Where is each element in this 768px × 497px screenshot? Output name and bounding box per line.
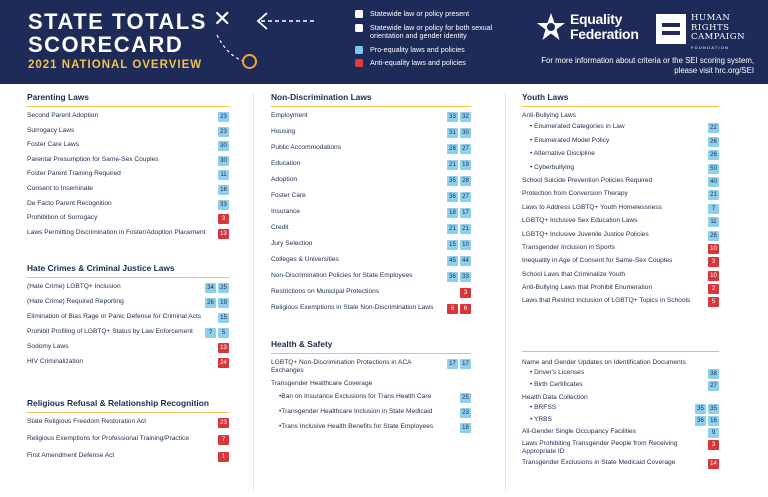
pro-equality-count-badge: 45	[447, 256, 458, 266]
badge-group	[708, 231, 719, 241]
list-item	[271, 304, 471, 314]
list-item	[271, 176, 471, 186]
list-item	[522, 112, 719, 120]
anti-equality-count-badge: 6	[447, 304, 458, 314]
badge-group	[708, 271, 719, 281]
list-item	[27, 343, 229, 353]
badge-group	[708, 150, 719, 160]
item-label: Inequality in Age of Consent for Same-Sex Couples	[522, 257, 673, 265]
badge-group	[708, 190, 719, 200]
list-item	[271, 112, 471, 122]
red-swatch-icon	[355, 59, 363, 67]
pro-equality-count-badge: 23	[460, 408, 471, 418]
item-label: Surrogacy Laws	[27, 126, 75, 134]
item-label: Adoption	[271, 176, 298, 183]
item-label: Transgender Healthcare Coverage	[271, 380, 373, 387]
legend-text: Pro-equality laws and policies	[370, 44, 465, 54]
list-item	[522, 394, 719, 402]
legend-item	[355, 10, 525, 19]
badge-group	[205, 328, 229, 338]
item-label: Consent to Inseminate	[27, 184, 93, 192]
identification-section	[522, 351, 719, 471]
list-item	[271, 144, 471, 154]
item-label: Second Parent Adoption	[27, 112, 99, 119]
badge-group	[460, 393, 471, 403]
pro-equality-count-badge: 17	[460, 208, 471, 218]
pro-equality-count-badge: 27	[460, 144, 471, 154]
list-item	[271, 423, 471, 433]
anti-equality-count-badge: 23	[218, 418, 229, 428]
badge-group	[218, 418, 229, 428]
badge-group	[218, 112, 229, 122]
badge-group	[447, 359, 471, 369]
list-item	[271, 380, 471, 388]
pro-equality-count-badge: 32	[460, 112, 471, 122]
pro-equality-count-badge: 10	[460, 240, 471, 250]
badge-group	[708, 204, 719, 214]
item-label: Elimination of Bias Rage or Panic Defense for Criminal Acts	[27, 313, 202, 320]
list-item	[271, 224, 471, 234]
list-item	[522, 404, 719, 414]
pro-equality-count-badge: 26	[708, 231, 719, 241]
pro-equality-count-badge: 11	[708, 217, 719, 227]
badge-group	[708, 297, 719, 307]
badge-group	[447, 240, 471, 250]
list-item	[271, 128, 471, 138]
pro-equality-count-badge: 19	[218, 298, 229, 308]
item-label: Prohibition of Surrogacy	[27, 214, 98, 222]
list-item	[522, 428, 719, 438]
pro-equality-count-badge: 17	[460, 359, 471, 369]
list-item	[522, 271, 719, 281]
column-divider	[253, 92, 254, 490]
pro-equality-count-badge: 35	[708, 404, 719, 414]
list-item	[271, 393, 471, 403]
list-item	[271, 288, 471, 298]
pro-equality-count-badge: 18	[460, 423, 471, 433]
list-item	[27, 328, 229, 338]
pro-equality-count-badge: 21	[460, 224, 471, 234]
pro-equality-count-badge: 28	[460, 176, 471, 186]
header-banner	[0, 0, 768, 84]
section-title: Youth Laws	[522, 92, 719, 107]
item-label: Insurance	[271, 208, 300, 215]
item-label: LGBTQ+ Non-Discrimination Protections in ACA Exchanges	[271, 359, 412, 374]
item-label: LGBTQ+ Inclusive Sex Education Laws	[522, 217, 638, 225]
list-item	[522, 459, 719, 469]
pro-equality-count-badge: 15	[447, 240, 458, 250]
title-line2: SCORECARD	[28, 32, 184, 57]
badge-group	[708, 137, 719, 147]
list-item	[27, 283, 229, 293]
badge-group	[218, 214, 229, 224]
item-label: Anti-Bullying Laws that Prohibit Enumeration	[522, 284, 653, 292]
list-item	[27, 452, 229, 462]
item-label: •Trans Inclusive Health Benefits for State Employees	[279, 423, 434, 430]
pro-equality-count-badge: 40	[708, 177, 719, 187]
list-item	[27, 127, 229, 137]
badge-group	[218, 170, 229, 180]
badge-group	[708, 217, 719, 227]
item-label: Public Accommodations	[271, 144, 342, 151]
badge-group	[447, 256, 471, 266]
list-item	[27, 214, 229, 224]
section-title: Health & Safety	[271, 339, 471, 354]
item-label: Transgender Inclusion in Sports	[522, 243, 615, 251]
list-item	[522, 123, 719, 133]
pro-equality-count-badge: 34	[205, 283, 216, 293]
pro-equality-count-badge: 33	[218, 200, 229, 210]
title-line1: STATE TOTALS	[28, 9, 207, 34]
circle-icon	[242, 54, 257, 69]
badge-group	[447, 144, 471, 154]
list-item	[27, 298, 229, 308]
item-label: Religious Exemptions in State Non-Discrimination Laws	[271, 304, 434, 311]
list-item	[522, 190, 719, 200]
health-section	[271, 339, 471, 438]
item-label: Non-Discrimination Policies for State Employees	[271, 272, 413, 279]
anti-equality-count-badge: 13	[218, 343, 229, 353]
item-label: • Enumerated Categories in Law	[530, 123, 625, 131]
list-item	[271, 208, 471, 218]
ef-logo-line2: Federation	[570, 26, 639, 42]
legend-text: Statewide law or policy present	[370, 9, 470, 18]
list-item	[522, 416, 719, 426]
pro-equality-count-badge: 30	[218, 141, 229, 151]
pro-equality-count-badge: 44	[460, 256, 471, 266]
pro-equality-count-badge: 16	[218, 185, 229, 195]
anti-equality-count-badge: 3	[708, 440, 719, 450]
legend-text: Statewide law or policy for both sexual orientation and gender identity	[370, 22, 493, 40]
anti-equality-count-badge: 7	[218, 435, 229, 445]
list-item	[271, 408, 471, 418]
list-item	[27, 112, 229, 122]
badge-group	[447, 160, 471, 170]
item-label: Anti-Bullying Laws	[522, 112, 576, 119]
religious-section	[27, 398, 229, 469]
badge-group	[708, 257, 719, 267]
list-item	[522, 164, 719, 174]
pro-equality-count-badge: 11	[218, 170, 229, 180]
anti-equality-count-badge: 2	[708, 284, 719, 294]
item-label: Laws that Restrict Inclusion of LGBTQ+ Topics in Schools	[522, 297, 691, 305]
list-item	[522, 137, 719, 147]
item-label: • Cyberbullying	[530, 163, 575, 171]
list-item	[522, 369, 719, 379]
item-label: Sodomy Laws	[27, 343, 69, 350]
list-item	[271, 359, 471, 375]
pro-equality-count-badge: 35	[695, 404, 706, 414]
pro-equality-count-badge: 35	[447, 176, 458, 186]
list-item	[271, 160, 471, 170]
pro-equality-count-badge: 30	[218, 156, 229, 166]
list-item	[522, 150, 719, 160]
pro-equality-count-badge: 25	[218, 283, 229, 293]
list-item	[522, 177, 719, 187]
column-divider	[505, 92, 506, 490]
anti-equality-count-badge: 3	[218, 214, 229, 224]
badge-group	[460, 408, 471, 418]
anti-equality-count-badge: 14	[708, 459, 719, 469]
badge-group	[708, 459, 719, 469]
badge-group	[205, 298, 229, 308]
badge-group	[460, 423, 471, 433]
item-label: • BRFSS	[530, 403, 557, 411]
item-label: First Amendment Defense Act	[27, 452, 115, 459]
badge-group	[695, 416, 719, 426]
badge-group	[447, 112, 471, 122]
badge-group	[447, 272, 471, 282]
item-label: Foster Care Laws	[27, 141, 80, 149]
star-icon	[536, 12, 566, 42]
list-item	[27, 358, 229, 368]
item-label: • Alternative Discipline	[530, 150, 595, 158]
legend-text: Anti-equality laws and policies	[370, 58, 466, 67]
anti-equality-count-badge: 3	[460, 288, 471, 298]
badge-group	[708, 369, 719, 379]
badge-group	[447, 304, 471, 314]
badge-group	[218, 156, 229, 166]
list-item	[27, 435, 229, 445]
list-item	[271, 192, 471, 202]
badge-group	[708, 428, 719, 438]
item-label: Restrictions on Municipal Protections	[271, 288, 380, 295]
item-label: Housing	[271, 128, 296, 135]
info-text: For more information about criteria or the SEI scoring system, please visit hrc.org/SEI	[541, 56, 754, 75]
subtitle: 2021 NATIONAL OVERVIEW	[28, 59, 203, 71]
dashed-curve-icon	[215, 33, 245, 63]
badge-group	[708, 440, 719, 450]
badge-group	[218, 358, 229, 368]
white-swatch-icon	[355, 10, 363, 18]
badge-group	[218, 229, 229, 239]
item-label: Colleges & Universities	[271, 256, 339, 263]
pro-equality-count-badge: 27	[708, 381, 719, 391]
item-label: Religious Exemptions for Professional Training/Practice	[27, 435, 189, 442]
pro-equality-count-badge: 50	[708, 164, 719, 174]
list-item	[27, 200, 229, 210]
pro-equality-count-badge: 27	[460, 192, 471, 202]
hate-crimes-section	[27, 263, 229, 373]
badge-group	[708, 177, 719, 187]
section-title: Non-Discrimination Laws	[271, 92, 471, 107]
pro-equality-count-badge: 31	[447, 128, 458, 138]
item-label: LGBTQ+ Inclusive Juvenile Justice Policies	[522, 230, 649, 238]
item-label: Parental Presumption for Same-Sex Couples	[27, 155, 159, 163]
item-label: • Driver's Licenses	[530, 369, 585, 377]
item-label: Credit	[271, 224, 289, 231]
list-item	[522, 297, 719, 307]
item-label: Laws Prohibiting Transgender People from Receiving Appropriate ID	[522, 440, 678, 456]
pro-equality-count-badge: 26	[708, 137, 719, 147]
equal-sign-icon	[656, 14, 686, 44]
section-title: Religious Refusal & Relationship Recognition	[27, 398, 229, 413]
pro-equality-count-badge: 26	[205, 298, 216, 308]
badge-group	[460, 288, 471, 298]
anti-equality-count-badge: 5	[708, 297, 719, 307]
pro-equality-count-badge: 28	[447, 144, 458, 154]
pro-equality-count-badge: 26	[708, 150, 719, 160]
item-label: Jury Selection	[271, 240, 313, 247]
list-item	[27, 156, 229, 166]
section-title: Hate Crimes & Criminal Justice Laws	[27, 263, 229, 278]
pro-equality-count-badge: 21	[708, 190, 719, 200]
pro-equality-count-badge: 36	[447, 272, 458, 282]
item-label: De Facto Parent Recognition	[27, 199, 112, 207]
badge-group	[218, 452, 229, 462]
pro-equality-count-badge: 22	[708, 123, 719, 133]
blue-swatch-icon	[355, 46, 363, 54]
list-item	[522, 204, 719, 214]
badge-group	[708, 284, 719, 294]
youth-section	[522, 92, 719, 311]
badge-group	[218, 185, 229, 195]
hrc-line1: HUMAN	[691, 13, 731, 23]
badge-group	[708, 123, 719, 133]
item-label: (Hate Crime) LGBTQ+ Inclusion	[27, 283, 121, 290]
non-discrimination-section	[271, 92, 471, 320]
item-label: • YRBS	[530, 415, 552, 423]
pro-equality-count-badge: 36	[447, 192, 458, 202]
item-label: Protection from Conversion Therapy	[522, 190, 628, 198]
anti-equality-count-badge: 1	[218, 452, 229, 462]
list-item	[27, 229, 229, 239]
pro-equality-count-badge: 7	[205, 328, 216, 338]
item-label: State Religious Freedom Restoration Act	[27, 418, 147, 425]
list-item	[522, 217, 719, 227]
item-label: Laws Permitting Discrimination in Foster/Adoption Placement	[27, 228, 206, 236]
list-item	[522, 381, 719, 391]
item-label: School Laws that Criminalize Youth	[522, 270, 625, 278]
anti-equality-count-badge: 13	[218, 229, 229, 239]
list-item	[27, 313, 229, 323]
pro-equality-count-badge: 16	[708, 416, 719, 426]
pro-equality-count-badge: 38	[708, 369, 719, 379]
legend-item	[355, 59, 525, 68]
hrc-line2: RIGHTS	[691, 22, 730, 33]
item-label: Transgender Exclusions in State Medicaid Coverage	[522, 458, 676, 466]
badge-group	[695, 404, 719, 414]
item-label: All-Gender Single Occupancy Facilities	[522, 428, 636, 436]
pro-equality-count-badge: 21	[447, 160, 458, 170]
item-label: School Suicide Prevention Policies Required	[522, 176, 653, 184]
badge-group	[218, 343, 229, 353]
item-label: • Enumerated Model Policy	[530, 136, 610, 144]
badge-group	[218, 313, 229, 323]
list-item	[271, 256, 471, 266]
pro-equality-count-badge: 21	[447, 224, 458, 234]
hrc-logo	[656, 14, 745, 52]
badge-group	[205, 283, 229, 293]
pro-equality-count-badge: 15	[218, 313, 229, 323]
hrc-line3: CAMPAIGN	[691, 32, 746, 42]
equality-federation-logo	[536, 12, 639, 42]
list-item	[522, 231, 719, 241]
item-label: Employment	[271, 112, 308, 119]
badge-group	[218, 127, 229, 137]
item-label: • Birth Certificates	[530, 381, 583, 389]
legend	[355, 10, 525, 73]
parenting-section	[27, 92, 229, 243]
pro-equality-count-badge: 33	[447, 112, 458, 122]
list-item	[27, 141, 229, 151]
pro-equality-count-badge: 5	[218, 328, 229, 338]
list-item	[522, 244, 719, 254]
badge-group	[218, 435, 229, 445]
item-label: Prohibit Profiling of LGBTQ+ Status by Law Enforcement	[27, 328, 193, 335]
badge-group	[708, 244, 719, 254]
pro-equality-count-badge: 25	[460, 393, 471, 403]
anti-equality-count-badge: 24	[218, 358, 229, 368]
list-item	[522, 257, 719, 267]
list-item	[27, 170, 229, 180]
pro-equality-count-badge: 30	[460, 128, 471, 138]
item-label: Foster Parent Training Required	[27, 170, 121, 178]
item-label: (Hate Crime) Required Reporting	[27, 298, 124, 305]
list-item	[271, 240, 471, 250]
badge-group	[447, 192, 471, 202]
badge-group	[447, 176, 471, 186]
pro-equality-count-badge: 9	[708, 428, 719, 438]
pro-equality-count-badge: 33	[460, 272, 471, 282]
section-title: Parenting Laws	[27, 92, 229, 107]
pro-equality-count-badge: 19	[460, 160, 471, 170]
badge-group	[447, 128, 471, 138]
item-label: Name and Gender Updates on Identification Documents	[522, 359, 686, 366]
pro-equality-count-badge: 23	[218, 112, 229, 122]
hrc-sub: FOUNDATION	[691, 44, 730, 50]
anti-equality-count-badge: 10	[708, 244, 719, 254]
white-swatch-icon	[355, 24, 363, 32]
anti-equality-count-badge: 3	[708, 257, 719, 267]
badge-group	[447, 224, 471, 234]
x-mark-icon: ✕	[213, 6, 232, 31]
item-label: •Ban on Insurance Exclusions for Trans Health Care	[279, 393, 432, 400]
item-label: Foster Care	[271, 192, 306, 199]
anti-equality-count-badge: 6	[460, 304, 471, 314]
badge-group	[447, 208, 471, 218]
list-item	[271, 272, 471, 282]
pro-equality-count-badge: 23	[218, 127, 229, 137]
pro-equality-count-badge: 7	[708, 204, 719, 214]
ef-logo-line1: Equality	[570, 11, 623, 27]
list-item	[522, 359, 719, 367]
pro-equality-count-badge: 18	[447, 208, 458, 218]
item-label: HIV Criminalization	[27, 358, 84, 365]
item-label: •Transgender Healthcare Inclusion in State Medicaid	[279, 408, 433, 415]
list-item	[27, 185, 229, 195]
pro-equality-count-badge: 17	[447, 359, 458, 369]
badge-group	[218, 141, 229, 151]
item-label: Laws to Address LGBTQ+ Youth Homelessness	[522, 203, 662, 211]
badge-group	[708, 381, 719, 391]
item-label: Health Data Collection	[522, 393, 588, 401]
anti-equality-count-badge: 10	[708, 271, 719, 281]
list-item	[27, 418, 229, 428]
arrow-left-icon	[255, 10, 317, 32]
pro-equality-count-badge: 36	[695, 416, 706, 426]
badge-group	[218, 200, 229, 210]
list-item	[522, 440, 719, 456]
list-item	[522, 284, 719, 294]
item-label: Education	[271, 160, 301, 167]
legend-item	[355, 24, 525, 41]
legend-item	[355, 46, 525, 55]
badge-group	[708, 164, 719, 174]
